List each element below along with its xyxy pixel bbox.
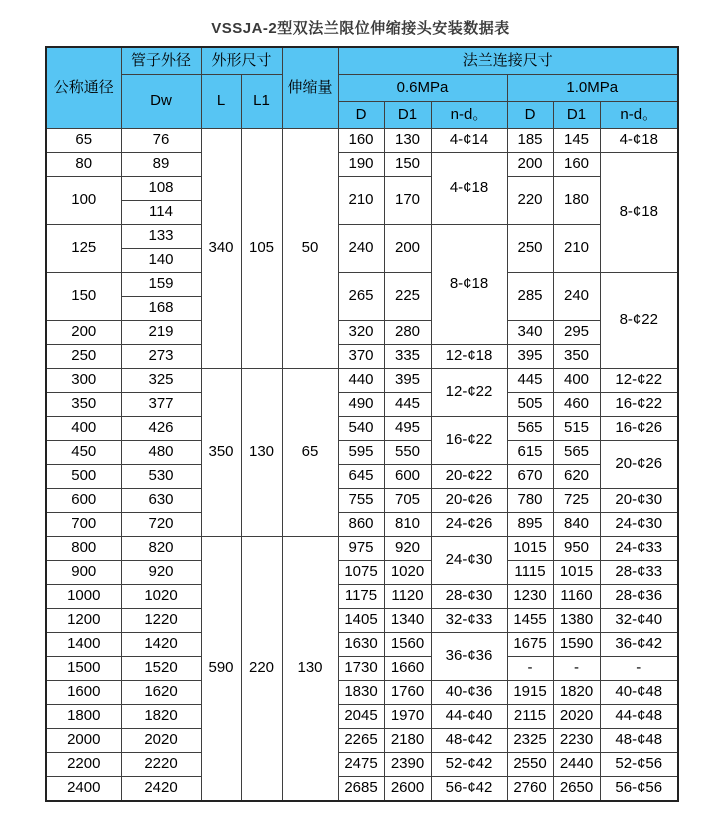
data-cell: 20-¢26 — [600, 441, 678, 489]
data-cell: - — [600, 657, 678, 681]
data-cell: - — [507, 657, 553, 681]
data-cell: 1175 — [338, 585, 384, 609]
table-body — [46, 129, 678, 802]
data-cell: 755 — [338, 489, 384, 513]
data-cell: 40-¢48 — [600, 681, 678, 705]
data-cell: 273 — [121, 345, 201, 369]
col-header-dw: Dw — [121, 75, 201, 129]
table-row — [46, 153, 678, 177]
data-cell: 400 — [553, 369, 600, 393]
data-cell: 1015 — [507, 537, 553, 561]
data-cell: 565 — [507, 417, 553, 441]
table-row — [46, 753, 678, 777]
data-cell: 2180 — [384, 729, 431, 753]
data-cell: 1675 — [507, 633, 553, 657]
data-cell: 920 — [121, 561, 201, 585]
data-cell: 200 — [507, 153, 553, 177]
data-cell: 1340 — [384, 609, 431, 633]
data-cell: 895 — [507, 513, 553, 537]
data-cell: 219 — [121, 321, 201, 345]
data-cell: 590 — [201, 537, 241, 802]
data-cell: 2420 — [121, 777, 201, 802]
data-cell: 2475 — [338, 753, 384, 777]
data-cell: 2390 — [384, 753, 431, 777]
data-cell: 350 — [553, 345, 600, 369]
table-row — [46, 681, 678, 705]
data-cell: 1160 — [553, 585, 600, 609]
data-cell: 32-¢40 — [600, 609, 678, 633]
data-cell: 2020 — [121, 729, 201, 753]
data-cell: 1380 — [553, 609, 600, 633]
data-cell: 240 — [338, 225, 384, 273]
table-row — [46, 609, 678, 633]
data-cell: 600 — [384, 465, 431, 489]
data-cell: 240 — [553, 273, 600, 321]
data-cell: 1820 — [553, 681, 600, 705]
data-cell: 1970 — [384, 705, 431, 729]
data-cell: 630 — [121, 489, 201, 513]
data-cell: 24-¢30 — [600, 513, 678, 537]
data-cell: 1560 — [384, 633, 431, 657]
data-cell: 130 — [384, 129, 431, 153]
table-row — [46, 417, 678, 441]
data-cell: 565 — [553, 441, 600, 465]
data-cell: 1520 — [121, 657, 201, 681]
data-cell: 100 — [46, 177, 121, 225]
data-cell: 16-¢22 — [431, 417, 507, 465]
col-header-nd-10: n-d。 — [600, 102, 678, 129]
data-cell: 950 — [553, 537, 600, 561]
col-header-expansion: 伸缩量 — [282, 47, 338, 129]
data-cell: 89 — [121, 153, 201, 177]
data-cell: 56-¢56 — [600, 777, 678, 802]
data-cell: 920 — [384, 537, 431, 561]
data-cell: 12-¢18 — [431, 345, 507, 369]
data-cell: 20-¢26 — [431, 489, 507, 513]
data-cell: 480 — [121, 441, 201, 465]
data-cell: 76 — [121, 129, 201, 153]
table-row — [46, 537, 678, 561]
table-header — [46, 47, 678, 129]
data-cell: 600 — [46, 489, 121, 513]
data-cell: 2220 — [121, 753, 201, 777]
data-cell: 225 — [384, 273, 431, 321]
data-cell: 1230 — [507, 585, 553, 609]
data-cell: 370 — [338, 345, 384, 369]
data-cell: 50 — [282, 129, 338, 369]
data-cell: 52-¢42 — [431, 753, 507, 777]
data-cell: 8-¢18 — [600, 153, 678, 273]
data-cell: 460 — [553, 393, 600, 417]
data-cell: 1220 — [121, 609, 201, 633]
data-cell: 65 — [282, 369, 338, 537]
data-cell: 445 — [384, 393, 431, 417]
data-cell: 645 — [338, 465, 384, 489]
table-row — [46, 441, 678, 465]
data-cell: 32-¢33 — [431, 609, 507, 633]
table-row — [46, 225, 678, 249]
data-cell: 335 — [384, 345, 431, 369]
data-cell: 1020 — [121, 585, 201, 609]
data-cell: 28-¢36 — [600, 585, 678, 609]
data-cell: 140 — [121, 249, 201, 273]
col-header-d1-06: D1 — [384, 102, 431, 129]
data-cell: 2600 — [384, 777, 431, 802]
col-header-nd-06: n-d。 — [431, 102, 507, 129]
data-cell: 160 — [553, 153, 600, 177]
data-cell: 445 — [507, 369, 553, 393]
data-cell: 200 — [46, 321, 121, 345]
data-cell: 426 — [121, 417, 201, 441]
data-cell: - — [553, 657, 600, 681]
data-cell: 1820 — [121, 705, 201, 729]
data-cell: 105 — [241, 129, 282, 369]
data-cell: 1915 — [507, 681, 553, 705]
data-cell: 1405 — [338, 609, 384, 633]
data-cell: 500 — [46, 465, 121, 489]
data-cell: 56-¢42 — [431, 777, 507, 802]
data-cell: 300 — [46, 369, 121, 393]
data-cell: 377 — [121, 393, 201, 417]
data-cell: 52-¢56 — [600, 753, 678, 777]
data-cell: 1020 — [384, 561, 431, 585]
data-cell: 1590 — [553, 633, 600, 657]
data-cell: 108 — [121, 177, 201, 201]
data-cell: 250 — [46, 345, 121, 369]
data-cell: 350 — [201, 369, 241, 537]
data-cell: 450 — [46, 441, 121, 465]
table-row — [46, 177, 678, 201]
data-cell: 530 — [121, 465, 201, 489]
data-cell: 440 — [338, 369, 384, 393]
data-cell: 1760 — [384, 681, 431, 705]
data-cell: 24-¢30 — [431, 537, 507, 585]
data-cell: 12-¢22 — [600, 369, 678, 393]
data-cell: 2000 — [46, 729, 121, 753]
data-cell: 720 — [121, 513, 201, 537]
table-row — [46, 369, 678, 393]
col-header-nominal-diameter: 公称通径 — [46, 47, 121, 129]
data-cell: 28-¢33 — [600, 561, 678, 585]
col-header-pipe-od: 管子外径 — [121, 47, 201, 75]
data-cell: 550 — [384, 441, 431, 465]
data-cell: 8-¢22 — [600, 273, 678, 369]
data-cell: 1015 — [553, 561, 600, 585]
table-row — [46, 321, 678, 345]
table-row — [46, 561, 678, 585]
col-header-06mpa: 0.6MPa — [338, 75, 507, 102]
data-cell: 325 — [121, 369, 201, 393]
data-cell: 168 — [121, 297, 201, 321]
data-cell: 1000 — [46, 585, 121, 609]
data-cell: 505 — [507, 393, 553, 417]
col-header-d-10: D — [507, 102, 553, 129]
data-cell: 1630 — [338, 633, 384, 657]
data-cell: 320 — [338, 321, 384, 345]
table-row — [46, 705, 678, 729]
data-cell: 1115 — [507, 561, 553, 585]
data-cell: 125 — [46, 225, 121, 273]
data-cell: 705 — [384, 489, 431, 513]
data-cell: 20-¢30 — [600, 489, 678, 513]
data-cell: 20-¢22 — [431, 465, 507, 489]
data-cell: 2045 — [338, 705, 384, 729]
data-cell: 250 — [507, 225, 553, 273]
data-cell: 180 — [553, 177, 600, 225]
data-cell: 16-¢22 — [600, 393, 678, 417]
data-cell: 1500 — [46, 657, 121, 681]
data-cell: 159 — [121, 273, 201, 297]
col-header-10mpa: 1.0MPa — [507, 75, 678, 102]
data-cell: 1660 — [384, 657, 431, 681]
data-cell: 810 — [384, 513, 431, 537]
data-cell: 2440 — [553, 753, 600, 777]
data-cell: 170 — [384, 177, 431, 225]
col-header-d-06: D — [338, 102, 384, 129]
data-cell: 210 — [553, 225, 600, 273]
data-cell: 12-¢22 — [431, 369, 507, 417]
data-cell: 220 — [507, 177, 553, 225]
data-cell: 2115 — [507, 705, 553, 729]
table-row — [46, 129, 678, 153]
data-cell: 4-¢18 — [600, 129, 678, 153]
table-row — [46, 345, 678, 369]
data-cell: 2200 — [46, 753, 121, 777]
data-cell: 280 — [384, 321, 431, 345]
data-cell: 285 — [507, 273, 553, 321]
data-cell: 2265 — [338, 729, 384, 753]
data-cell: 780 — [507, 489, 553, 513]
data-cell: 36-¢42 — [600, 633, 678, 657]
data-cell: 700 — [46, 513, 121, 537]
data-cell: 350 — [46, 393, 121, 417]
data-cell: 44-¢40 — [431, 705, 507, 729]
data-cell: 1830 — [338, 681, 384, 705]
data-cell: 1600 — [46, 681, 121, 705]
data-cell: 150 — [384, 153, 431, 177]
data-cell: 145 — [553, 129, 600, 153]
data-cell: 840 — [553, 513, 600, 537]
table-row — [46, 585, 678, 609]
data-cell: 190 — [338, 153, 384, 177]
data-cell: 800 — [46, 537, 121, 561]
data-cell: 1120 — [384, 585, 431, 609]
table-row — [46, 657, 678, 681]
data-cell: 265 — [338, 273, 384, 321]
table-row — [46, 489, 678, 513]
data-cell: 200 — [384, 225, 431, 273]
col-header-outline-dims: 外形尺寸 — [201, 47, 282, 75]
data-cell: 540 — [338, 417, 384, 441]
data-cell: 1730 — [338, 657, 384, 681]
data-cell: 340 — [507, 321, 553, 345]
data-cell: 490 — [338, 393, 384, 417]
data-cell: 185 — [507, 129, 553, 153]
data-cell: 24-¢26 — [431, 513, 507, 537]
data-cell: 2650 — [553, 777, 600, 802]
data-cell: 65 — [46, 129, 121, 153]
data-cell: 1455 — [507, 609, 553, 633]
data-cell: 2685 — [338, 777, 384, 802]
data-cell: 975 — [338, 537, 384, 561]
data-cell: 133 — [121, 225, 201, 249]
data-cell: 1400 — [46, 633, 121, 657]
data-cell: 44-¢48 — [600, 705, 678, 729]
data-cell: 210 — [338, 177, 384, 225]
data-cell: 150 — [46, 273, 121, 321]
data-cell: 2400 — [46, 777, 121, 802]
data-cell: 2325 — [507, 729, 553, 753]
table-row — [46, 777, 678, 802]
data-cell: 725 — [553, 489, 600, 513]
data-cell: 820 — [121, 537, 201, 561]
data-cell: 495 — [384, 417, 431, 441]
data-cell: 2230 — [553, 729, 600, 753]
data-cell: 670 — [507, 465, 553, 489]
data-cell: 130 — [282, 537, 338, 802]
data-cell: 860 — [338, 513, 384, 537]
data-cell: 24-¢33 — [600, 537, 678, 561]
data-cell: 114 — [121, 201, 201, 225]
data-cell: 395 — [384, 369, 431, 393]
table-row — [46, 393, 678, 417]
data-cell: 340 — [201, 129, 241, 369]
table-row — [46, 633, 678, 657]
table-row — [46, 729, 678, 753]
data-cell: 295 — [553, 321, 600, 345]
col-header-d1-10: D1 — [553, 102, 600, 129]
data-cell: 36-¢36 — [431, 633, 507, 681]
header-row-1 — [46, 47, 678, 75]
data-cell: 2760 — [507, 777, 553, 802]
installation-data-table — [45, 46, 679, 802]
data-cell: 28-¢30 — [431, 585, 507, 609]
data-cell: 1800 — [46, 705, 121, 729]
data-cell: 900 — [46, 561, 121, 585]
data-cell: 80 — [46, 153, 121, 177]
data-cell: 400 — [46, 417, 121, 441]
table-row — [46, 273, 678, 297]
table-row — [46, 513, 678, 537]
data-cell: 4-¢14 — [431, 129, 507, 153]
data-cell: 1200 — [46, 609, 121, 633]
col-header-l: L — [201, 75, 241, 129]
data-cell: 130 — [241, 369, 282, 537]
data-cell: 615 — [507, 441, 553, 465]
table-row — [46, 465, 678, 489]
page-title: VSSJA-2型双法兰限位伸缩接头安装数据表 — [211, 20, 510, 37]
data-cell: 40-¢36 — [431, 681, 507, 705]
data-cell: 48-¢42 — [431, 729, 507, 753]
col-header-flange-dims: 法兰连接尺寸 — [338, 47, 678, 75]
data-cell: 4-¢18 — [431, 153, 507, 225]
data-cell: 395 — [507, 345, 553, 369]
data-cell: 160 — [338, 129, 384, 153]
data-cell: 595 — [338, 441, 384, 465]
data-cell: 8-¢18 — [431, 225, 507, 345]
data-cell: 515 — [553, 417, 600, 441]
header-row-2 — [46, 75, 678, 102]
data-cell: 1075 — [338, 561, 384, 585]
data-cell: 620 — [553, 465, 600, 489]
data-cell: 16-¢26 — [600, 417, 678, 441]
data-cell: 2550 — [507, 753, 553, 777]
data-cell: 48-¢48 — [600, 729, 678, 753]
col-header-l1: L1 — [241, 75, 282, 129]
data-cell: 1420 — [121, 633, 201, 657]
data-cell: 1620 — [121, 681, 201, 705]
data-cell: 2020 — [553, 705, 600, 729]
data-cell: 220 — [241, 537, 282, 802]
